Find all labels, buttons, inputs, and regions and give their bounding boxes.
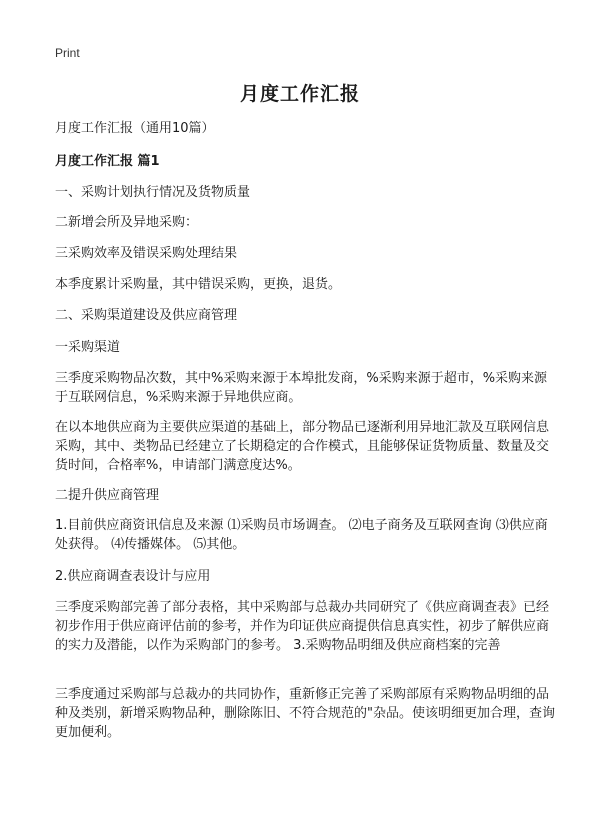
paragraph: 三季度通过采购部与总裁办的共同协作，重新修正完善了采购部原有采购物品明细的品种及类别，新增采购物品种，删除陈旧、不符合规范的"杂品。使该明细更加合理，查询更加便利。 — [55, 687, 555, 740]
paragraph: 一、采购计划执行情况及货物质量 — [55, 185, 251, 200]
paragraph: 在以本地供应商为主要供应渠道的基础上，部分物品已逐渐利用异地汇款及互联网信息采购，其中、类物品已经建立了长期稳定的合作模式，且能够保证货物质量、数量及交货时间，合格率%，申请部门满意度达%。 — [55, 420, 550, 473]
paragraph: 2.供应商调查表设计与应用 — [55, 569, 211, 584]
paragraph: 本季度累计采购量，其中错误采购，更换，退货。 — [55, 277, 342, 292]
document-title: 月度工作汇报 — [239, 83, 360, 105]
paragraph: 一采购渠道 — [55, 340, 121, 355]
section-heading: 月度工作汇报 篇1 — [55, 154, 160, 169]
document-subtitle: 月度工作汇报（通用10篇） — [55, 121, 215, 136]
paragraph: 二提升供应商管理 — [55, 488, 160, 503]
paragraph: 三采购效率及错误采购处理结果 — [55, 246, 238, 261]
print-label: Print — [55, 46, 80, 60]
paragraph: 1.目前供应商资讯信息及来源 ⑴采购员市场调查。 ⑵电子商务及互联网查询 ⑶供应商处获得。 ⑷传播媒体。 ⑸其他。 — [55, 518, 548, 552]
paragraph: 二、采购渠道建设及供应商管理 — [55, 308, 238, 323]
paragraph: 三季度采购物品次数，其中%采购来源于本埠批发商，%采购来源于超市，%采购来源于互联网信息，%采购来源于异地供应商。 — [55, 371, 548, 405]
paragraph: 三季度采购部完善了部分表格，其中采购部与总裁办共同研究了《供应商调查表》已经初步作用于供应商评估前的参考，并作为印证供应商提供信息真实性，初步了解供应商的实力及潜能，以作为采购部门的参考。 3.采购物品明细及供应商档案的完善 — [55, 600, 550, 653]
paragraph: 二新增会所及异地采购： — [55, 215, 199, 230]
